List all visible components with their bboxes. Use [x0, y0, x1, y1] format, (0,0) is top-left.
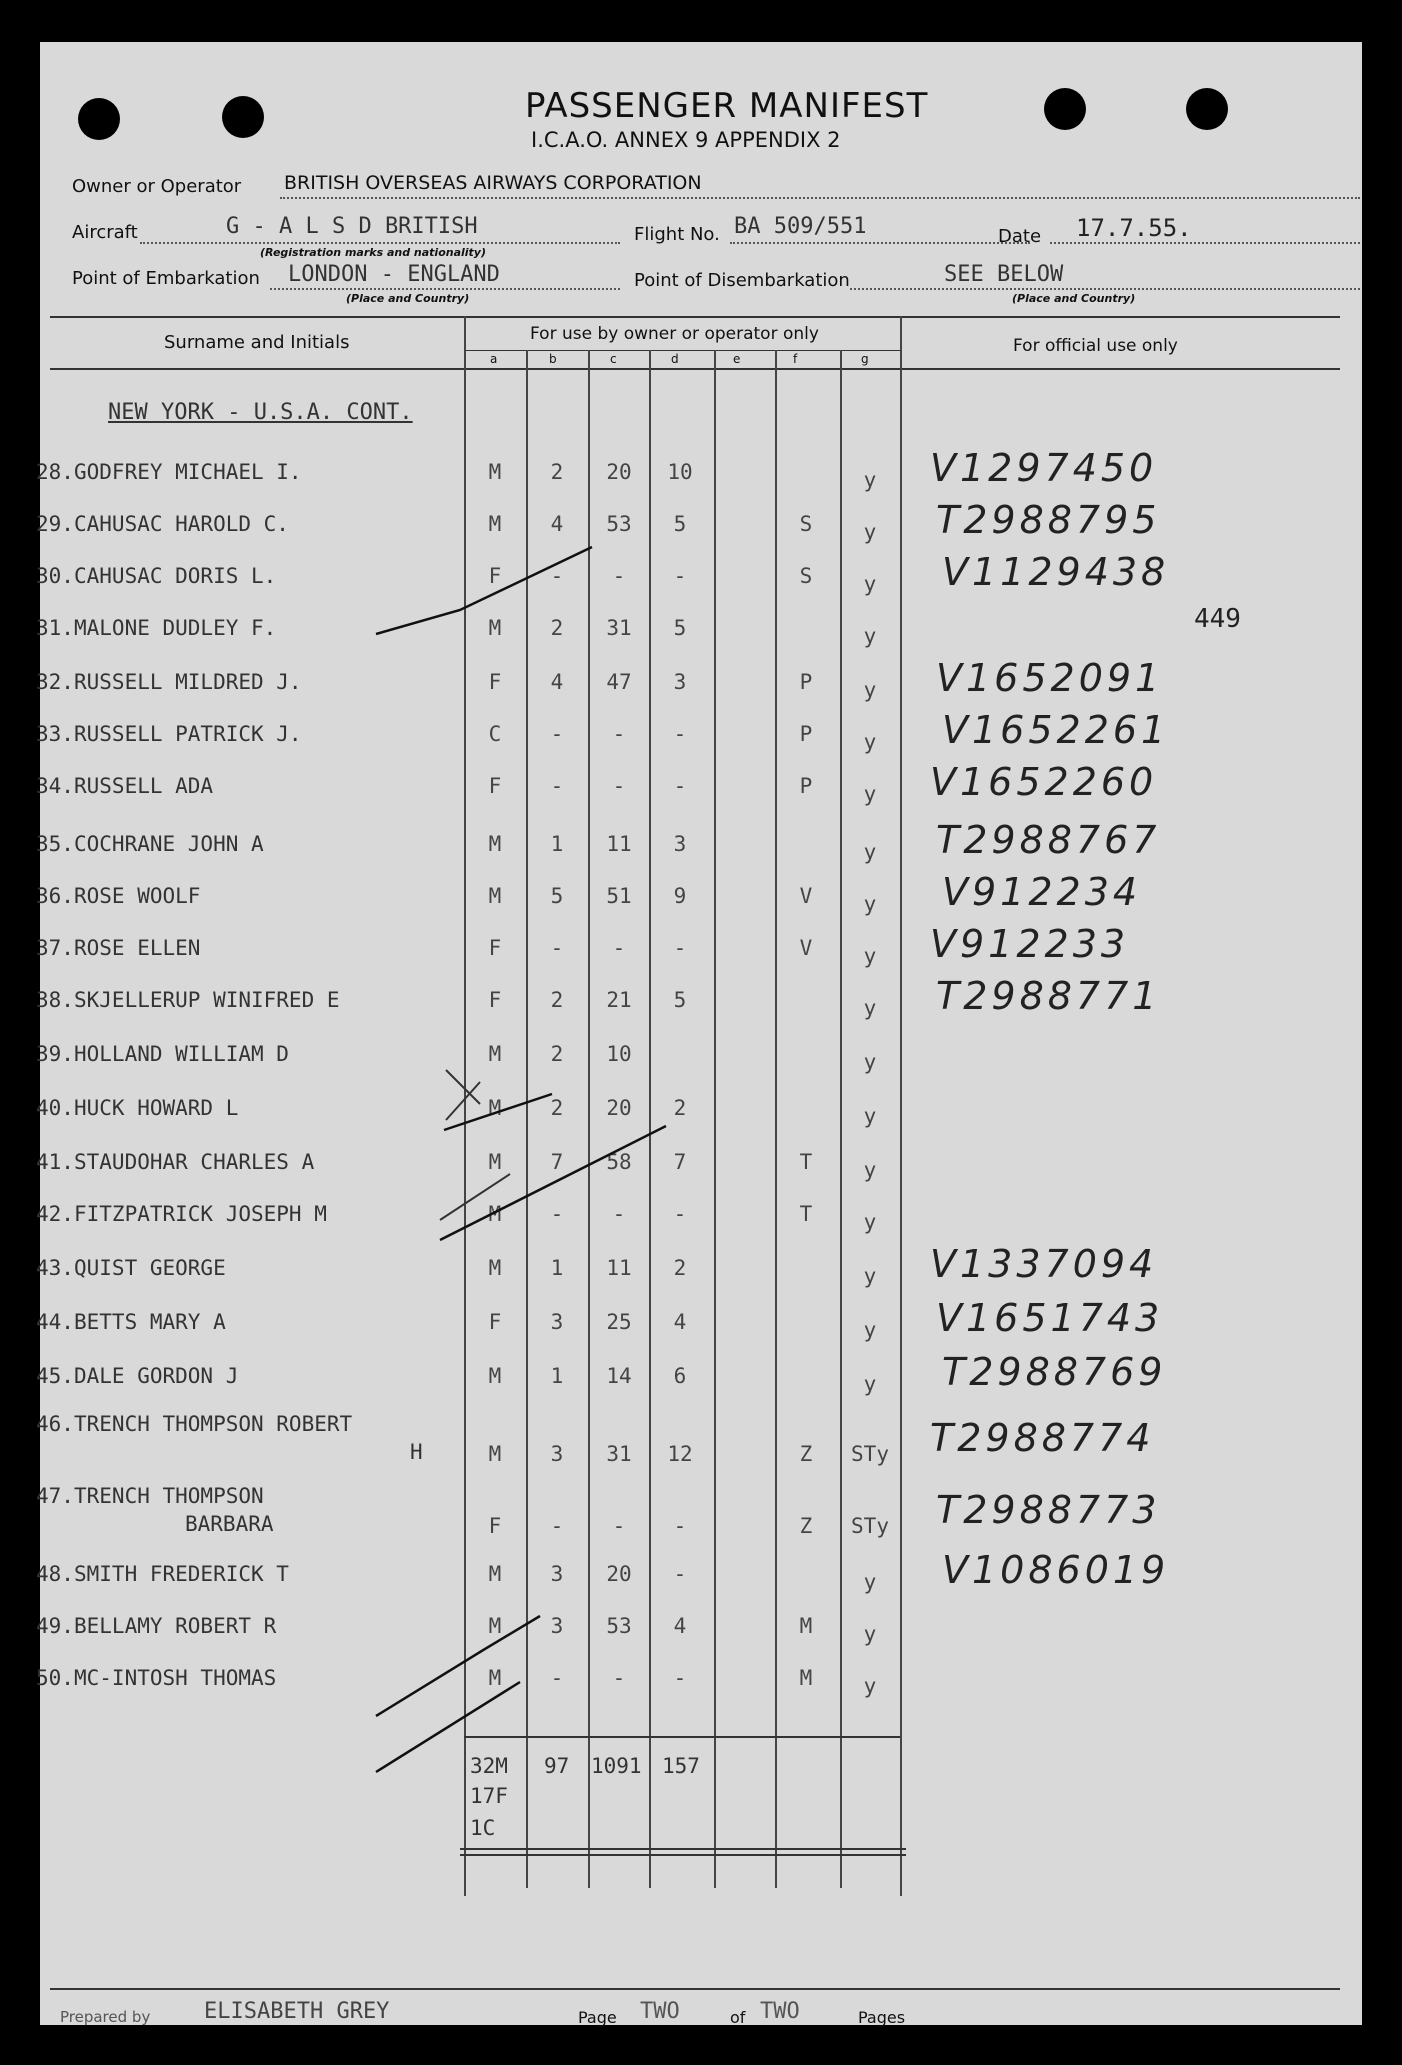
embarkation-value: LONDON - ENGLAND [288, 262, 500, 287]
cell-d: 3 [673, 670, 687, 694]
total-d: 157 [662, 1754, 700, 1778]
cell-f: V [799, 884, 813, 908]
cell-d: 7 [673, 1150, 687, 1174]
total-a-child: 1C [470, 1816, 496, 1840]
cell-b: 3 [550, 1442, 564, 1466]
cell-d: 3 [673, 832, 687, 856]
owner-label: Owner or Operator [72, 176, 242, 197]
passenger-number: 37. [36, 936, 74, 960]
cell-d: 2 [673, 1096, 687, 1120]
passenger-name: ROSE WOOLF [74, 884, 201, 908]
flight-label: Flight No. [634, 224, 720, 245]
cell-c: 14 [606, 1364, 632, 1388]
cell-d: - [673, 1202, 687, 1226]
disembarkation-label: Point of Disembarkation [634, 270, 850, 291]
passenger-number: 45. [36, 1364, 74, 1388]
cell-f: Z [799, 1514, 813, 1538]
disembarkation-dotted-line [850, 288, 1360, 290]
cell-g: STy [851, 1514, 889, 1538]
passenger-number: 33. [36, 722, 74, 746]
cell-a: F [488, 670, 502, 694]
official-number: V1297450 [930, 446, 1158, 490]
cell-c: - [612, 936, 626, 960]
official-number: V1129438 [942, 550, 1170, 594]
cell-a: F [488, 564, 502, 588]
cell-b: 5 [550, 884, 564, 908]
prepared-value: ELISABETH GREY [204, 1999, 390, 2024]
passenger-name-continued: H [410, 1440, 423, 1464]
cell-b: 3 [550, 1310, 564, 1334]
page-title: PASSENGER MANIFEST [525, 86, 929, 126]
passenger-number: 34. [36, 774, 74, 798]
official-number: T2988795 [936, 498, 1161, 542]
cell-c: 58 [606, 1150, 632, 1174]
column-divider [714, 350, 716, 1888]
passenger-name: RUSSELL PATRICK J. [74, 722, 302, 746]
cell-a: M [488, 1150, 502, 1174]
passenger-name: COCHRANE JOHN A [74, 832, 264, 856]
cell-c: 20 [606, 1096, 632, 1120]
cell-c: 20 [606, 460, 632, 484]
subheader-f: f [793, 352, 798, 366]
totals-double-line [460, 1848, 906, 1850]
owner-value: BRITISH OVERSEAS AIRWAYS CORPORATION [284, 172, 702, 194]
passenger-name: CAHUSAC HAROLD C. [74, 512, 289, 536]
cell-d: - [673, 1514, 687, 1538]
cell-b: 7 [550, 1150, 564, 1174]
total-a-male: 32M [470, 1754, 508, 1778]
passenger-number: 31. [36, 616, 74, 640]
passenger-name: FITZPATRICK JOSEPH M [74, 1202, 327, 1226]
column-divider [900, 316, 902, 1896]
cell-b: 2 [550, 616, 564, 640]
passenger-number: 49. [36, 1614, 74, 1638]
cell-c: 10 [606, 1042, 632, 1066]
official-number: V912234 [942, 870, 1142, 914]
passenger-name: TRENCH THOMPSON [74, 1484, 264, 1508]
passenger-number: 40. [36, 1096, 74, 1120]
cell-d: 12 [667, 1442, 693, 1466]
passenger-number: 46. [36, 1412, 74, 1436]
cell-f: S [799, 564, 813, 588]
cell-d: 2 [673, 1256, 687, 1280]
passenger-number: 30. [36, 564, 74, 588]
cell-a: M [488, 1666, 502, 1690]
cell-d: - [673, 774, 687, 798]
flight-dotted-line [730, 242, 1030, 244]
cell-c: - [612, 564, 626, 588]
aircraft-value: G - A L S D BRITISH [226, 214, 478, 239]
subheader-border [466, 350, 902, 351]
passenger-number: 35. [36, 832, 74, 856]
date-dotted-line [1050, 242, 1360, 244]
cell-f: P [799, 670, 813, 694]
cell-f: P [799, 722, 813, 746]
official-number: V1337094 [930, 1242, 1158, 1286]
cell-d: - [673, 1666, 687, 1690]
cell-g: y [863, 1104, 877, 1128]
passenger-name: SKJELLERUP WINIFRED E [74, 988, 340, 1012]
name-column-header: Surname and Initials [164, 332, 350, 353]
cell-a: F [488, 936, 502, 960]
disembarkation-value: SEE BELOW [944, 262, 1064, 287]
cell-b: 3 [550, 1614, 564, 1638]
cell-a: M [488, 1614, 502, 1638]
cell-b: 1 [550, 1256, 564, 1280]
cell-g: y [863, 892, 877, 916]
cell-d: 5 [673, 512, 687, 536]
aircraft-label: Aircraft [72, 222, 138, 243]
cell-a: M [488, 884, 502, 908]
passenger-name: GODFREY MICHAEL I. [74, 460, 302, 484]
aircraft-note: (Registration marks and nationality) [260, 246, 487, 259]
cell-d: 6 [673, 1364, 687, 1388]
cell-a: M [488, 1442, 502, 1466]
embarkation-note: (Place and Country) [346, 292, 470, 305]
cell-g: y [863, 1264, 877, 1288]
cell-f: S [799, 512, 813, 536]
subheader-g: g [861, 352, 869, 366]
cell-a: M [488, 1202, 502, 1226]
cell-b: 4 [550, 670, 564, 694]
cell-g: y [863, 782, 877, 806]
operator-column-header: For use by owner or operator only [530, 324, 819, 344]
passenger-name-continued: BARBARA [185, 1512, 274, 1536]
footer-border [50, 1988, 1340, 1990]
cell-b: 2 [550, 1096, 564, 1120]
passenger-name: HUCK HOWARD L [74, 1096, 239, 1120]
official-number: V1652261 [942, 708, 1170, 752]
cell-a: M [488, 1256, 502, 1280]
passenger-name: MALONE DUDLEY F. [74, 616, 277, 640]
cell-c: 31 [606, 616, 632, 640]
cell-b: - [550, 1666, 564, 1690]
cell-g: y [863, 468, 877, 492]
passenger-name: QUIST GEORGE [74, 1256, 226, 1280]
passenger-name: BELLAMY ROBERT R [74, 1614, 277, 1638]
cell-g: y [863, 572, 877, 596]
cell-g: y [863, 730, 877, 754]
subheader-c: c [610, 352, 617, 366]
cell-f: T [799, 1202, 813, 1226]
cell-d: 5 [673, 988, 687, 1012]
cell-a: M [488, 1096, 502, 1120]
passenger-name: TRENCH THOMPSON ROBERT [74, 1412, 353, 1436]
cell-g: y [863, 1570, 877, 1594]
passenger-number: 39. [36, 1042, 74, 1066]
cell-g: y [863, 520, 877, 544]
table-top-border [50, 316, 1340, 318]
passenger-name: ROSE ELLEN [74, 936, 201, 960]
pages-label: Pages [858, 2008, 906, 2027]
official-number: V1651743 [936, 1296, 1164, 1340]
cell-g: y [863, 840, 877, 864]
passenger-name: HOLLAND WILLIAM D [74, 1042, 289, 1066]
embarkation-dotted-line [270, 288, 620, 290]
passenger-name: SMITH FREDERICK T [74, 1562, 289, 1586]
punch-hole-icon [222, 96, 264, 138]
cell-g: STy [851, 1442, 889, 1466]
page-value: TWO [640, 1999, 680, 2024]
cell-g: y [863, 678, 877, 702]
cell-c: 53 [606, 512, 632, 536]
section-heading: NEW YORK - U.S.A. CONT. [108, 400, 413, 425]
official-number: V1652260 [930, 760, 1158, 804]
cell-b: - [550, 722, 564, 746]
passenger-number: 41. [36, 1150, 74, 1174]
disembarkation-note: (Place and Country) [1012, 292, 1136, 305]
official-number: T2988769 [942, 1350, 1167, 1394]
cell-g: y [863, 1050, 877, 1074]
cell-b: 2 [550, 460, 564, 484]
cell-f: V [799, 936, 813, 960]
cell-a: F [488, 1310, 502, 1334]
cell-d: - [673, 1562, 687, 1586]
cell-b: - [550, 1202, 564, 1226]
cell-a: M [488, 616, 502, 640]
cell-g: y [863, 1210, 877, 1234]
total-c: 1091 [591, 1754, 642, 1778]
total-a-female: 17F [470, 1784, 508, 1808]
cell-b: 2 [550, 988, 564, 1012]
cell-c: 51 [606, 884, 632, 908]
cell-g: y [863, 1318, 877, 1342]
cell-a: C [488, 722, 502, 746]
cell-f: T [799, 1150, 813, 1174]
passenger-number: 42. [36, 1202, 74, 1226]
passenger-name: DALE GORDON J [74, 1364, 239, 1388]
cell-f: P [799, 774, 813, 798]
margin-note: 449 [1194, 604, 1241, 634]
date-value: 17.7.55. [1076, 214, 1192, 242]
cell-b: - [550, 774, 564, 798]
cell-a: F [488, 1514, 502, 1538]
cell-c: 25 [606, 1310, 632, 1334]
flight-value: BA 509/551 [734, 214, 867, 239]
passenger-name: RUSSELL MILDRED J. [74, 670, 302, 694]
official-number: T2988773 [936, 1488, 1161, 1532]
cell-c: 47 [606, 670, 632, 694]
passenger-number: 36. [36, 884, 74, 908]
cell-c: 11 [606, 1256, 632, 1280]
passenger-number: 44. [36, 1310, 74, 1334]
manifest-sheet [36, 42, 1362, 2027]
passenger-number: 29. [36, 512, 74, 536]
total-b: 97 [544, 1754, 570, 1778]
punch-hole-icon [1044, 88, 1086, 130]
cell-g: y [863, 1158, 877, 1182]
cell-a: M [488, 1364, 502, 1388]
punch-hole-icon [1186, 88, 1228, 130]
official-number: T2988774 [930, 1416, 1155, 1460]
totals-double-line [460, 1854, 906, 1856]
cell-a: M [488, 460, 502, 484]
cell-d: 4 [673, 1614, 687, 1638]
cell-f: M [799, 1666, 813, 1690]
cell-g: y [863, 624, 877, 648]
passenger-number: 38. [36, 988, 74, 1012]
page-label: Page [578, 2008, 617, 2027]
cell-d: - [673, 564, 687, 588]
owner-dotted-line [280, 197, 1360, 199]
cell-d: 9 [673, 884, 687, 908]
cell-d: 4 [673, 1310, 687, 1334]
official-number: V912233 [930, 922, 1130, 966]
embarkation-label: Point of Embarkation [72, 268, 260, 289]
passenger-name: BETTS MARY A [74, 1310, 226, 1334]
cell-c: - [612, 1202, 626, 1226]
header-bottom-border [50, 368, 1340, 370]
cell-b: - [550, 1514, 564, 1538]
punch-hole-icon [78, 98, 120, 140]
cell-c: 53 [606, 1614, 632, 1638]
subheader-e: e [733, 352, 741, 366]
passenger-name: CAHUSAC DORIS L. [74, 564, 277, 588]
totals-top-border [464, 1736, 900, 1738]
cell-d: 5 [673, 616, 687, 640]
cell-c: 20 [606, 1562, 632, 1586]
official-number: T2988771 [936, 974, 1161, 1018]
cell-a: M [488, 832, 502, 856]
cell-b: 1 [550, 1364, 564, 1388]
cell-a: F [488, 988, 502, 1012]
cell-b: - [550, 936, 564, 960]
of-label: of [730, 2008, 746, 2027]
official-number: V1652091 [936, 656, 1164, 700]
cell-c: - [612, 774, 626, 798]
passenger-number: 47. [36, 1484, 74, 1508]
passenger-number: 50. [36, 1666, 74, 1690]
of-value: TWO [760, 1999, 800, 2024]
cell-b: - [550, 564, 564, 588]
prepared-label: Prepared by [60, 2008, 151, 2026]
cell-d: 10 [667, 460, 693, 484]
cell-a: F [488, 774, 502, 798]
cell-c: - [612, 1666, 626, 1690]
cell-d: - [673, 722, 687, 746]
date-label: Date [998, 226, 1042, 247]
passenger-number: 48. [36, 1562, 74, 1586]
cell-c: - [612, 1514, 626, 1538]
subheader-b: b [549, 352, 557, 366]
cell-g: y [863, 1372, 877, 1396]
official-number: T2988767 [936, 818, 1161, 862]
cell-a: M [488, 1562, 502, 1586]
cell-b: 4 [550, 512, 564, 536]
passenger-number: 32. [36, 670, 74, 694]
cell-g: y [863, 996, 877, 1020]
passenger-number: 28. [36, 460, 74, 484]
cell-a: M [488, 1042, 502, 1066]
passenger-name: RUSSELL ADA [74, 774, 214, 798]
cell-c: 21 [606, 988, 632, 1012]
cell-b: 3 [550, 1562, 564, 1586]
cell-b: 1 [550, 832, 564, 856]
subheader-a: a [490, 352, 498, 366]
cell-f: Z [799, 1442, 813, 1466]
passenger-name: MC-INTOSH THOMAS [74, 1666, 277, 1690]
cell-c: - [612, 722, 626, 746]
cell-c: 11 [606, 832, 632, 856]
cell-a: M [488, 512, 502, 536]
page-subtitle: I.C.A.O. ANNEX 9 APPENDIX 2 [531, 128, 841, 152]
cell-g: y [863, 1674, 877, 1698]
cell-f: M [799, 1614, 813, 1638]
passenger-name: STAUDOHAR CHARLES A [74, 1150, 315, 1174]
official-number: V1086019 [942, 1548, 1170, 1592]
aircraft-dotted-line [140, 242, 620, 244]
cell-g: y [863, 944, 877, 968]
cell-d: - [673, 936, 687, 960]
official-column-header: For official use only [1013, 336, 1178, 356]
passenger-number: 43. [36, 1256, 74, 1280]
subheader-d: d [671, 352, 679, 366]
cell-b: 2 [550, 1042, 564, 1066]
cell-c: 31 [606, 1442, 632, 1466]
cell-g: y [863, 1622, 877, 1646]
